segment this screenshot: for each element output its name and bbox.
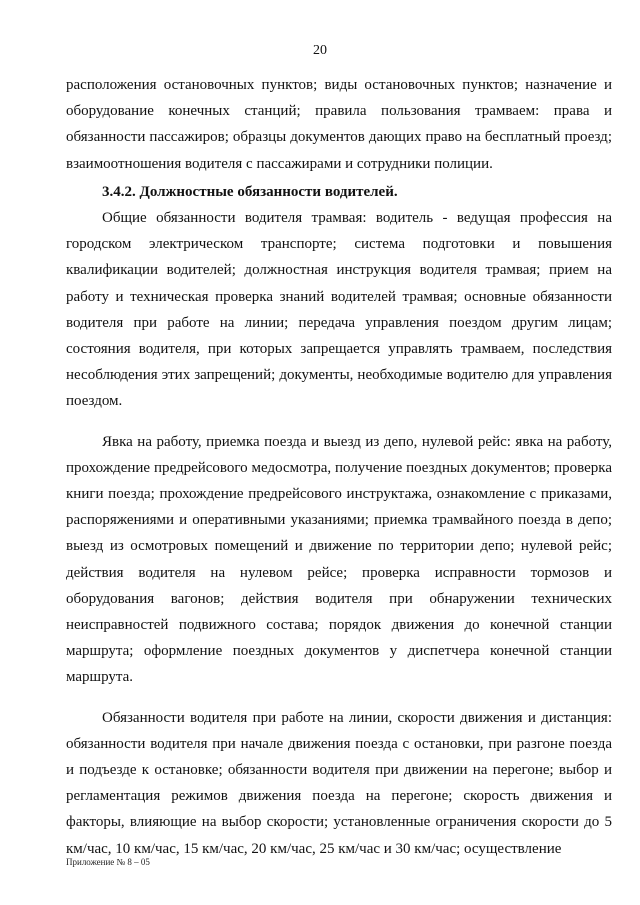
page-footer: Приложение № 8 – 05 [66,857,150,867]
paragraph-general-duties: Общие обязанности водителя трамвая: водитель - ведущая профессия на городском электрическом транспорте; система подготовки и повышения квалификации водителей; должностная инструкция водителя трамвая; прием на работу и техническая проверка знаний водителей трамвая; основные обязанности водителя при работе на линии; передача управления поездом другим лицам; состояния водителя, при которых запрещается управлять трамваем, последствия несоблюдения этих запрещений; документы, необходимые водителю для управления поездом. [66,210,612,410]
section-heading: 3.4.2. Должностные обязанности водителей. [102,183,398,200]
paragraph-continuation: расположения остановочных пунктов; виды остановочных пунктов; назначение и оборудование конечных станций; правила пользования трамваем: права и обязанности пассажиров; образцы документов дающих право на бесплатный проезд; взаимоотношения водителя с пассажирами и сотрудники полиции. [66,77,612,172]
paragraph-duties-on-line: Обязанности водителя при работе на линии, скорости движения и дистанция: обязанности водителя при начале движения поезда с остановки, при разгоне поезда и подъезде к остановке; обязанности водителя при движении на перегоне; выбор и регламентация режимов движения поезда на перегоне; скорость движения и факторы, влияющие на выбор скорости; установленные ограничения скорости до 5 км/час, 10 км/час, 15 км/час, 20 км/час, 25 км/час и 30 км/час; осуществление [66,709,612,857]
document-body [66,72,612,862]
paragraph-reporting-to-work: Явка на работу, приемка поезда и выезд из депо, нулевой рейс: явка на работу, прохождение предрейсового медосмотра, получение поездных документов; проверка книги поезда; прохождение предрейсового инструктажа, ознакомление с приказами, распоряжениями и оперативными указаниями; приемка трамвайного поезда в депо; выезд из осмотровых помещений и движение по территории депо; нулевой рейс; действия водителя на нулевом рейсе; проверка исправности тормозов и оборудования вагонов; действия водителя при обнаружении технических неисправностей подвижного состава; порядок движения до конечной станции маршрута; оформление поездных документов у диспетчера конечной станции маршрута. [66,433,612,686]
page-number: 20 [313,43,327,58]
